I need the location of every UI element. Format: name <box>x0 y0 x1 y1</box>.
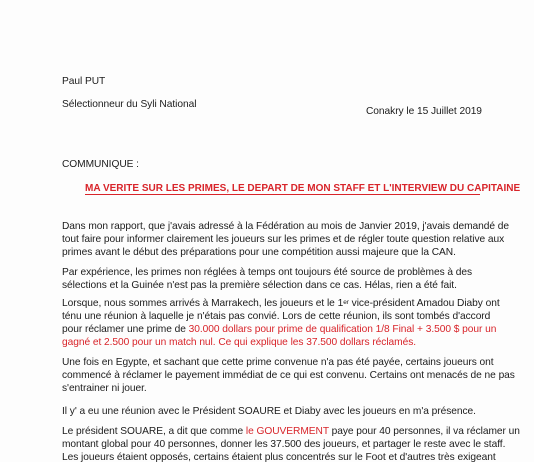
paragraph-6-line-3: Les joueurs étaient opposés, certains étaient plus concentrés sur le Foot et d'autres très exigeant <box>62 452 496 463</box>
paragraph-2-line-1: Par expérience, les primes non réglées à temps ont toujours été source de problèmes à des <box>62 267 473 278</box>
paragraph-6-line-1-start: Le président SOUARE, a dit que comme <box>62 426 246 437</box>
author-name: Paul PUT <box>62 76 106 87</box>
communique-label: COMMUNIQUE : <box>62 159 139 170</box>
paragraph-6-line-2: montant global pour 40 personnes, donner les 37.500 des joueurs, et partager le reste avec le staff. <box>62 439 506 450</box>
paragraph-6-line-1-end: paye pour 40 personnes, il va réclamer un <box>328 426 520 437</box>
paragraph-3-line-1-start: Lorsque, nous sommes arrivés à Marrakech, les joueurs et le 1 <box>62 298 344 309</box>
paragraph-3-line-3-start: pour réclamer une prime de <box>62 324 189 335</box>
paragraph-4-line-3: s'entrainer ni jouer. <box>62 383 147 394</box>
paragraph-3-line-4-highlight: gagné et 2.500 pour un match nul. Ce qui explique les 37.500 dollars réclamés. <box>62 337 417 348</box>
paragraph-5: Il y' a eu une réunion avec le Président SOAURE et Diaby avec les joueurs en m'a présence. <box>62 406 476 417</box>
paragraph-6-line-1 <box>62 426 520 438</box>
paragraph-1-line-3: primes avant le début des préparations pour une compétition aussi majeure que la CAN. <box>62 247 456 258</box>
author-role: Sélectionneur du Syli National <box>62 99 197 110</box>
document-title: MA VERITE SUR LES PRIMES, LE DEPART DE MON STAFF ET L'INTERVIEW DU CAPITAINE <box>85 183 521 194</box>
paragraph-1-line-2: tout faire pour informer clairement les joueurs sur les primes et de régler toute question relative aux <box>62 234 505 245</box>
paragraph-2-line-2: sélections et la Guinée n'est pas la première sélection dans ce cas. Hélas, rien a été fait. <box>62 280 457 291</box>
prime-amount-highlight: 30.000 dollars pour prime de qualification 1/8 Final + 3.500 $ pour un <box>188 324 497 335</box>
paragraph-4-line-1: Une fois en Egypte, et sachant que cette prime convenue n'a pas été payée, certains joueurs ont <box>62 357 494 368</box>
paragraph-3-line-1 <box>62 298 500 310</box>
ordinal-superscript: er <box>343 299 349 306</box>
place-date: Conakry le 15 Juillet 2019 <box>366 106 482 117</box>
paragraph-1-line-1: Dans mon rapport, que j'avais adressé à la Fédération au mois de Janvier 2019, j'avais demandé de <box>62 221 509 232</box>
paragraph-4-line-2: commencé à réclamer le payement immédiat de ce qui est convenu. Certains ont menacés de ne pas <box>62 370 515 381</box>
paragraph-3-line-1-end: vice-président Amadou Diaby ont <box>348 298 500 309</box>
gouvernement-highlight: le GOUVERMENT <box>245 426 329 437</box>
paragraph-3-line-3 <box>62 324 496 336</box>
paragraph-3-line-2: ténu une réunion à laquelle je n'étais pas convié. Lors de cette réunion, ils sont tombés d'accord <box>62 311 491 322</box>
